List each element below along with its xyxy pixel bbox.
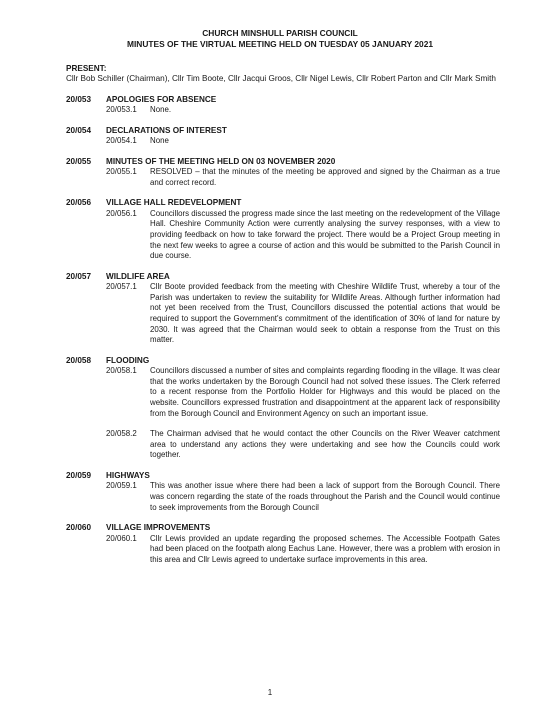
item-text: RESOLVED – that the minutes of the meeting be approved and signed by the Chairman as a true and correct record.	[150, 167, 500, 187]
section-heading: DECLARATIONS OF INTEREST	[106, 125, 227, 135]
section-heading: MINUTES OF THE MEETING HELD ON 03 NOVEMBER 2020	[106, 156, 336, 166]
item-number: 20/053.1	[106, 105, 137, 115]
present-label: PRESENT:	[66, 64, 107, 73]
minutes-section	[66, 198, 500, 261]
minutes-title: MINUTES OF THE VIRTUAL MEETING HELD ON TUESDAY 05 JANUARY 2021	[126, 38, 434, 49]
section-heading: VILLAGE HALL REDEVELOPMENT	[106, 198, 242, 208]
item-text: Councillors discussed a number of sites and complaints regarding flooding in the village. It was clear that the works undertaken by the Borough Council had not solved these issues. The Clerk referred to a recent response from the Portfolio Holder for Highways and this would be placed on the website. Councillors expressed frustration and disappointment at the apparent lack of responsibility from the Borough Council and Environment Agency on such an important issue.	[150, 366, 501, 418]
section-heading: HIGHWAYS	[106, 470, 150, 480]
minutes-section	[66, 471, 500, 513]
item-text: None.	[150, 105, 172, 115]
section-number: 20/055	[66, 156, 92, 166]
section-heading: FLOODING	[106, 355, 150, 365]
section-number: 20/060	[66, 523, 92, 533]
section-heading: VILLAGE IMPROVEMENTS	[106, 523, 211, 533]
item-number: 20/060.1	[106, 533, 137, 543]
minutes-section	[66, 523, 500, 565]
minutes-section	[66, 356, 500, 461]
minutes-section	[66, 126, 500, 147]
minute-item	[106, 534, 500, 566]
item-text: This was another issue where there had been a lack of support from the Borough Council. There was concern regarding the state of the roads throughout the Parish and the Council would continue to seek improvements from the Borough Council	[150, 481, 500, 512]
minutes-section	[66, 157, 500, 189]
item-text: Cllr Boote provided feedback from the meeting with Cheshire Wildlife Trust, whereby a tour of the Parish was undertaken to review the suitability for Wildlife Areas. Although further information had not yet been received from the Trust, Councillors discussed the potential actions that would be required to support the Government's commitment of the identification of 30% of land for nature by 2030. It was agreed that the Chairman would seek to obtain a response from the Trust on this matter.	[150, 282, 500, 345]
present-attendees: Cllr Bob Schiller (Chairman), Cllr Tim Boote, Cllr Jacqui Groos, Cllr Nigel Lewis, Cllr Robert Parton and Cllr Mark Smith	[66, 74, 496, 84]
minute-item	[106, 366, 500, 419]
minutes-section	[66, 95, 500, 116]
minute-item	[106, 167, 500, 188]
minutes-section	[66, 272, 500, 346]
minute-item	[106, 105, 500, 116]
section-number: 20/059	[66, 470, 92, 480]
item-text: Cllr Lewis provided an update regarding the proposed schemes. The Accessible Footpath Gates had been placed on the footpath along Eachus Lane. However, there was a problem with erosion in this area and Cllr Lewis agreed to undertake surface improvements in this area.	[150, 533, 500, 564]
minute-item	[106, 481, 500, 513]
section-number: 20/057	[66, 271, 92, 281]
section-number: 20/053	[66, 94, 92, 104]
item-number: 20/056.1	[106, 208, 137, 218]
section-number: 20/058	[66, 355, 92, 365]
council-name: CHURCH MINSHULL PARISH COUNCIL	[202, 28, 358, 38]
item-number: 20/059.1	[106, 481, 137, 491]
minute-item	[106, 429, 500, 461]
item-text: None	[150, 136, 169, 146]
item-number: 20/055.1	[106, 167, 137, 177]
section-heading: APOLOGIES FOR ABSENCE	[106, 94, 217, 104]
minutes-sections	[66, 95, 500, 565]
document-title	[60, 28, 500, 49]
item-number: 20/054.1	[106, 136, 137, 146]
present-block	[66, 64, 500, 85]
item-text: Councillors discussed the progress made since the last meeting on the redevelopment of the Village Hall. Cheshire Community Action were currently analysing the survey responses, with a view to providing feedback on how to take forward the project. There would be a Project Group meeting in the next few weeks to agree a course of action and this would be submitted to the Parish Council in due course.	[150, 208, 500, 261]
minute-item	[106, 136, 500, 147]
item-number: 20/058.2	[106, 429, 137, 439]
section-number: 20/056	[66, 198, 92, 208]
item-number: 20/058.1	[106, 366, 137, 376]
item-text: The Chairman advised that he would contact the other Councils on the River Weaver catchment area to understand any actions they were undertaking and see how the Councils could work together.	[150, 429, 500, 460]
section-heading: WILDLIFE AREA	[106, 271, 170, 281]
minute-item	[106, 209, 500, 262]
minute-item	[106, 282, 500, 346]
item-number: 20/057.1	[106, 282, 137, 292]
section-number: 20/054	[66, 125, 92, 135]
page-number: 1	[267, 688, 273, 697]
